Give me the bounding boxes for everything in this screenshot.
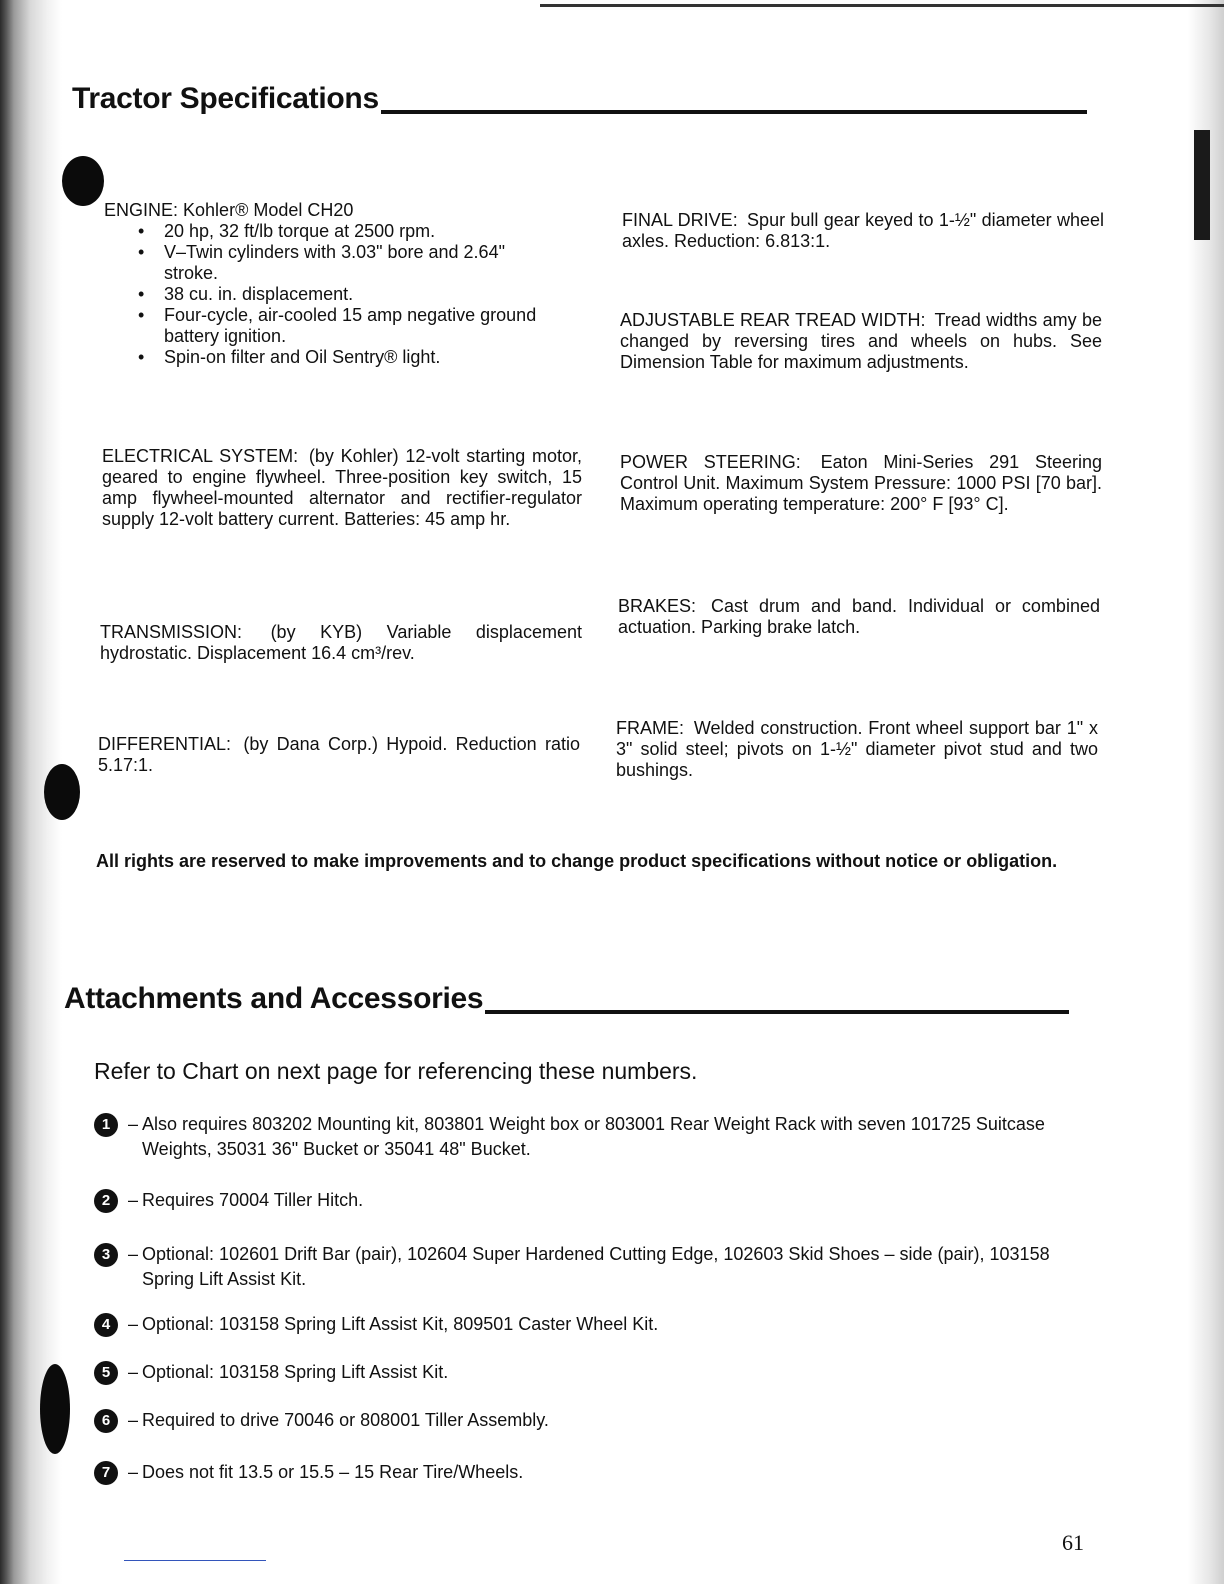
engine-bullet: • 38 cu. in. displacement. bbox=[164, 284, 594, 305]
attachment-item-7 bbox=[94, 1460, 1094, 1485]
footer-line bbox=[124, 1560, 266, 1561]
number-4-icon: 4 bbox=[94, 1313, 118, 1337]
final-drive-text: Spur bull gear keyed to 1-½" diameter wheel axles. Reduction: 6.813:1. bbox=[622, 210, 1104, 251]
engine-label: ENGINE: bbox=[104, 200, 179, 220]
frame-text: Welded construction. Front wheel support bar 1" x 3" solid steel; pivots on 1-½" diameter pivot stud and two bushings. bbox=[616, 718, 1098, 780]
attachment-item-3 bbox=[94, 1242, 1094, 1292]
attachment-item-text: Optional: 102601 Drift Bar (pair), 102604 Super Hardened Cutting Edge, 102603 Skid Shoes – side (pair), 103158 Spring Lift Assist Kit. bbox=[142, 1244, 1050, 1289]
differential-label: DIFFERENTIAL: bbox=[98, 734, 232, 754]
spec-rear-tread bbox=[620, 310, 1102, 373]
attachment-item-text: Optional: 103158 Spring Lift Assist Kit. bbox=[142, 1362, 449, 1382]
attachment-item-text: Also requires 803202 Mounting kit, 803801 Weight box or 803001 Rear Weight Rack with seven 101725 Suitcase Weights, 35031 36" Bucket or 35041 48" Bucket. bbox=[142, 1114, 1045, 1159]
spec-differential bbox=[98, 734, 580, 776]
spec-electrical bbox=[102, 446, 582, 530]
power-steering-label: POWER STEERING: bbox=[620, 452, 801, 472]
number-1-icon: 1 bbox=[94, 1113, 118, 1137]
attachment-item-text: Optional: 103158 Spring Lift Assist Kit, 809501 Caster Wheel Kit. bbox=[142, 1314, 659, 1334]
title-rule bbox=[381, 110, 1087, 114]
number-6-icon: 6 bbox=[94, 1409, 118, 1433]
attachment-item-4 bbox=[94, 1312, 1094, 1337]
attachment-item-text: Requires 70004 Tiller Hitch. bbox=[142, 1190, 364, 1210]
engine-value: Kohler® Model CH20 bbox=[183, 200, 354, 220]
number-5-icon: 5 bbox=[94, 1361, 118, 1385]
item-dash: – bbox=[128, 1190, 139, 1210]
engine-bullet: • V–Twin cylinders with 3.03" bore and 2.64" stroke. bbox=[164, 242, 524, 284]
electrical-label: ELECTRICAL SYSTEM: bbox=[102, 446, 299, 466]
binder-hole-middle bbox=[44, 764, 80, 820]
attachment-item-text: Required to drive 70046 or 808001 Tiller Assembly. bbox=[142, 1410, 549, 1430]
tractor-specs-title: Tractor Specifications bbox=[72, 82, 1087, 116]
item-dash: – bbox=[128, 1410, 139, 1430]
spec-transmission bbox=[100, 622, 582, 664]
item-dash: – bbox=[128, 1314, 139, 1334]
brakes-text: Cast drum and band. Individual or combined actuation. Parking brake latch. bbox=[618, 596, 1100, 637]
spec-final-drive bbox=[622, 210, 1104, 252]
title-rule bbox=[485, 1010, 1069, 1014]
attachments-intro: Refer to Chart on next page for referencing these numbers. bbox=[94, 1058, 698, 1084]
engine-bullet: • Four-cycle, air-cooled 15 amp negative ground battery ignition. bbox=[164, 305, 594, 347]
number-3-icon: 3 bbox=[94, 1243, 118, 1267]
brakes-label: BRAKES: bbox=[618, 596, 697, 616]
electrical-text: (by Kohler) 12-volt starting motor, geared to engine flywheel. Three-position key switch, 15 amp flywheel-mounted alternator and rectifier-regulator supply 12-volt battery current. Batteries: 45 amp hr. bbox=[102, 446, 582, 529]
binder-hole-bottom bbox=[40, 1364, 70, 1454]
attachments-title: Attachments and Accessories bbox=[64, 982, 1069, 1016]
rear-tread-label: ADJUSTABLE REAR TREAD WIDTH: bbox=[620, 310, 926, 330]
differential-text: (by Dana Corp.) Hypoid. Reduction ratio 5.17:1. bbox=[98, 734, 580, 775]
scan-right-mark bbox=[1194, 130, 1210, 240]
transmission-label: TRANSMISSION: bbox=[100, 622, 243, 642]
item-dash: – bbox=[128, 1114, 139, 1134]
page-number: 61 bbox=[1062, 1530, 1084, 1555]
spec-frame bbox=[616, 718, 1098, 781]
engine-bullet: • Spin-on filter and Oil Sentry® light. bbox=[164, 347, 594, 368]
item-dash: – bbox=[128, 1362, 139, 1382]
scan-top-edge bbox=[540, 4, 1224, 7]
transmission-text: (by KYB) Variable displacement hydrostatic. Displacement 16.4 cm³/rev. bbox=[100, 622, 582, 663]
attachment-item-2 bbox=[94, 1188, 1094, 1213]
rights-notice: All rights are reserved to make improvements and to change product specifications without notice or obligation. bbox=[96, 851, 1058, 871]
attachment-item-5 bbox=[94, 1360, 1094, 1385]
spec-power-steering bbox=[620, 452, 1102, 515]
power-steering-text: Eaton Mini-Series 291 Steering Control Unit. Maximum System Pressure: 1000 PSI [70 bar]. Maximum operating temperature: 200° F [93° C]. bbox=[620, 452, 1102, 514]
final-drive-label: FINAL DRIVE: bbox=[622, 210, 738, 230]
spec-engine bbox=[104, 200, 594, 368]
rear-tread-text: Tread widths amy be changed by reversing tires and wheels on hubs. See Dimension Table for maximum adjustments. bbox=[620, 310, 1103, 372]
frame-label: FRAME: bbox=[616, 718, 685, 738]
binder-hole-top bbox=[62, 156, 104, 206]
engine-bullet: • 20 hp, 32 ft/lb torque at 2500 rpm. bbox=[164, 221, 594, 242]
attachment-item-1 bbox=[94, 1112, 1094, 1162]
item-dash: – bbox=[128, 1462, 139, 1482]
number-7-icon: 7 bbox=[94, 1461, 118, 1485]
number-2-icon: 2 bbox=[94, 1189, 118, 1213]
spec-brakes bbox=[618, 596, 1100, 638]
item-dash: – bbox=[128, 1244, 139, 1264]
engine-bullets bbox=[104, 221, 594, 368]
attachment-item-text: Does not fit 13.5 or 15.5 – 15 Rear Tire/Wheels. bbox=[142, 1462, 524, 1482]
attachment-item-6 bbox=[94, 1408, 1094, 1433]
